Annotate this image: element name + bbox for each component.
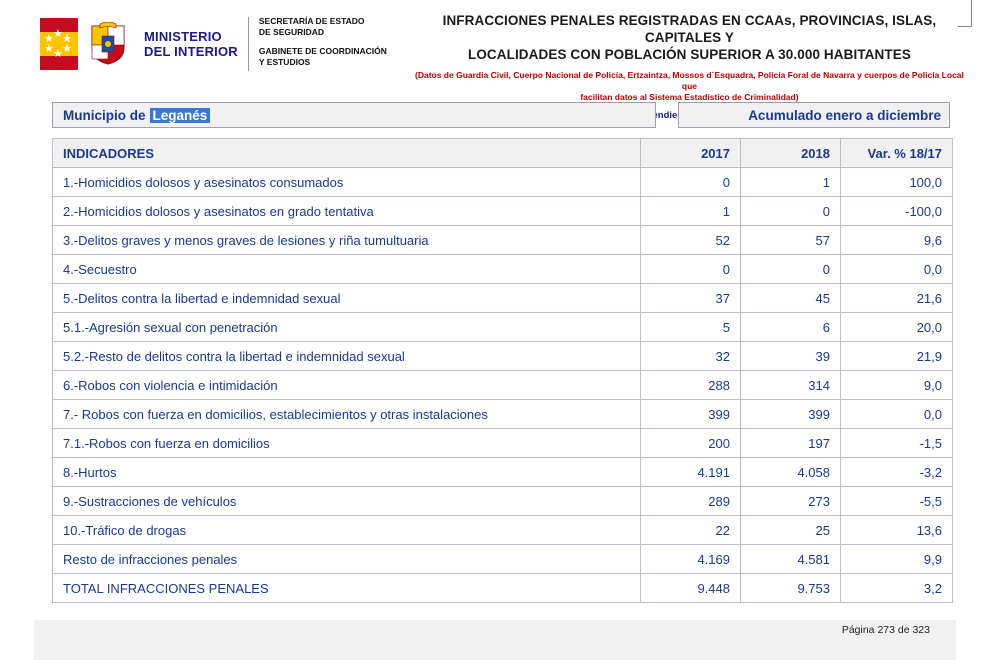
cell-2018: 39 — [741, 342, 841, 371]
secretary-line-1: SECRETARÍA DE ESTADO — [258, 16, 365, 26]
column-header-2017: 2017 — [641, 139, 741, 168]
table-row — [53, 400, 953, 429]
cell-variation: 20,0 — [841, 313, 953, 342]
cell-variation: 21,9 — [841, 342, 953, 371]
cell-indicator: 4.-Secuestro — [53, 255, 641, 284]
column-header-2018: 2018 — [741, 139, 841, 168]
table-row — [53, 284, 953, 313]
cabinet-line-1: GABINETE DE COORDINACIÓN — [258, 46, 387, 56]
document-footer — [0, 614, 990, 660]
table-row — [53, 255, 953, 284]
cell-variation: 9,9 — [841, 545, 953, 574]
cell-2017: 4.169 — [641, 545, 741, 574]
municipality-value[interactable]: Leganés — [150, 108, 211, 123]
table-row — [53, 545, 953, 574]
cell-indicator: 5.-Delitos contra la libertad e indemnidad sexual — [53, 284, 641, 313]
data-source-note-line-1: (Datos de Guardia Civil, Cuerpo Nacional de Policía, Ertzaintza, Mossos d´Esquadra, Policía Foral de Navarra y cuerpos de Policía Local que — [415, 70, 964, 91]
cell-indicator: 5.2.-Resto de delitos contra la libertad e indemnidad sexual — [53, 342, 641, 371]
corner-rule-horizontal — [958, 26, 972, 27]
page-title-line-2: LOCALIDADES CON POBLACIÓN SUPERIOR A 30.000 HABITANTES — [467, 47, 911, 62]
data-source-note-line-2: facilitan datos al Sistema Estadístico de Criminalidad) — [580, 92, 799, 102]
table-row — [53, 458, 953, 487]
logo-divider — [248, 17, 249, 71]
cell-indicator: 10.-Tráfico de drogas — [53, 516, 641, 545]
cell-indicator: 8.-Hurtos — [53, 458, 641, 487]
ministry-logo — [40, 12, 399, 76]
cell-indicator: 7.- Robos con fuerza en domicilios, establecimientos y otras instalaciones — [53, 400, 641, 429]
cell-2017: 5 — [641, 313, 741, 342]
table-row — [53, 516, 953, 545]
table-row — [53, 197, 953, 226]
indicators-table-wrapper — [0, 128, 990, 603]
column-header-variation: Var. % 18/17 — [841, 139, 953, 168]
table-row — [53, 342, 953, 371]
page-title-line-1: INFRACCIONES PENALES REGISTRADAS EN CCAAs, PROVINCIAS, ISLAS, CAPITALES Y — [442, 13, 937, 45]
cell-2018: 0 — [741, 255, 841, 284]
cell-variation: 9,0 — [841, 371, 953, 400]
cabinet-line-2: Y ESTUDIOS — [258, 57, 311, 67]
cell-variation: 100,0 — [841, 168, 953, 197]
cell-indicator: 6.-Robos con violencia e intimidación — [53, 371, 641, 400]
ministry-name — [144, 29, 238, 59]
cell-2017: 288 — [641, 371, 741, 400]
table-row — [53, 313, 953, 342]
cell-indicator: TOTAL INFRACCIONES PENALES — [53, 574, 641, 603]
cell-2017: 37 — [641, 284, 741, 313]
cell-2017: 399 — [641, 400, 741, 429]
cell-2018: 314 — [741, 371, 841, 400]
cell-indicator: 3.-Delitos graves y menos graves de lesiones y riña tumultuaria — [53, 226, 641, 255]
page-number: Página 273 de 323 — [841, 624, 930, 636]
secretary-block — [259, 12, 399, 76]
cell-2018: 0 — [741, 197, 841, 226]
cell-2017: 1 — [641, 197, 741, 226]
table-row — [53, 429, 953, 458]
cell-indicator: 2.-Homicidios dolosos y asesinatos en grado tentativa — [53, 197, 641, 226]
page-title — [409, 12, 970, 63]
coat-of-arms-icon — [80, 16, 136, 72]
spain-flag-icon: ★ ★ ★ ★ ★ ★ — [40, 18, 78, 70]
table-row — [53, 487, 953, 516]
cell-2018: 6 — [741, 313, 841, 342]
cell-variation: -5,5 — [841, 487, 953, 516]
table-body — [53, 168, 953, 603]
cell-variation: 0,0 — [841, 255, 953, 284]
cell-2018: 25 — [741, 516, 841, 545]
table-row — [53, 168, 953, 197]
cell-variation: 0,0 — [841, 400, 953, 429]
cell-2017: 32 — [641, 342, 741, 371]
column-header-indicators: INDICADORES — [53, 139, 641, 168]
cell-2017: 22 — [641, 516, 741, 545]
cell-2018: 399 — [741, 400, 841, 429]
municipality-selector[interactable] — [52, 102, 656, 128]
cell-2017: 52 — [641, 226, 741, 255]
cell-indicator: 7.1.-Robos con fuerza en domicilios — [53, 429, 641, 458]
table-row — [53, 226, 953, 255]
cell-2018: 4.581 — [741, 545, 841, 574]
cell-variation: -100,0 — [841, 197, 953, 226]
cell-variation: -3,2 — [841, 458, 953, 487]
pending-consolidation-note: pendientes — [646, 110, 697, 121]
cell-2017: 200 — [641, 429, 741, 458]
cell-indicator: 5.1.-Agresión sexual con penetración — [53, 313, 641, 342]
municipality-label: Municipio de — [63, 107, 146, 123]
cell-variation: 21,6 — [841, 284, 953, 313]
cell-variation: 13,6 — [841, 516, 953, 545]
period-label: Acumulado enero a diciembre — [748, 107, 941, 123]
cell-2018: 4.058 — [741, 458, 841, 487]
cell-2018: 9.753 — [741, 574, 841, 603]
data-source-note — [409, 70, 970, 103]
table-row-total — [53, 574, 953, 603]
indicators-table — [52, 138, 953, 603]
table-header-row — [53, 139, 953, 168]
cell-2017: 289 — [641, 487, 741, 516]
cell-2018: 57 — [741, 226, 841, 255]
footer-band — [34, 620, 956, 660]
secretary-line-2: DE SEGURIDAD — [258, 27, 325, 37]
cell-2017: 0 — [641, 255, 741, 284]
corner-rule-vertical — [971, 0, 972, 26]
cell-2018: 197 — [741, 429, 841, 458]
cell-variation: -1,5 — [841, 429, 953, 458]
cell-2018: 1 — [741, 168, 841, 197]
ministry-line-2: DEL INTERIOR — [144, 44, 238, 59]
cell-2017: 9.448 — [641, 574, 741, 603]
cell-2017: 4.191 — [641, 458, 741, 487]
ministry-line-1: MINISTERIO — [144, 29, 222, 44]
cell-variation: 9,6 — [841, 226, 953, 255]
cell-indicator: 9.-Sustracciones de vehículos — [53, 487, 641, 516]
cell-indicator: 1.-Homicidios dolosos y asesinatos consumados — [53, 168, 641, 197]
cell-indicator: Resto de infracciones penales — [53, 545, 641, 574]
cell-2017: 0 — [641, 168, 741, 197]
table-row — [53, 371, 953, 400]
cell-variation: 3,2 — [841, 574, 953, 603]
cell-2018: 273 — [741, 487, 841, 516]
cell-2018: 45 — [741, 284, 841, 313]
period-selector[interactable] — [678, 102, 950, 128]
